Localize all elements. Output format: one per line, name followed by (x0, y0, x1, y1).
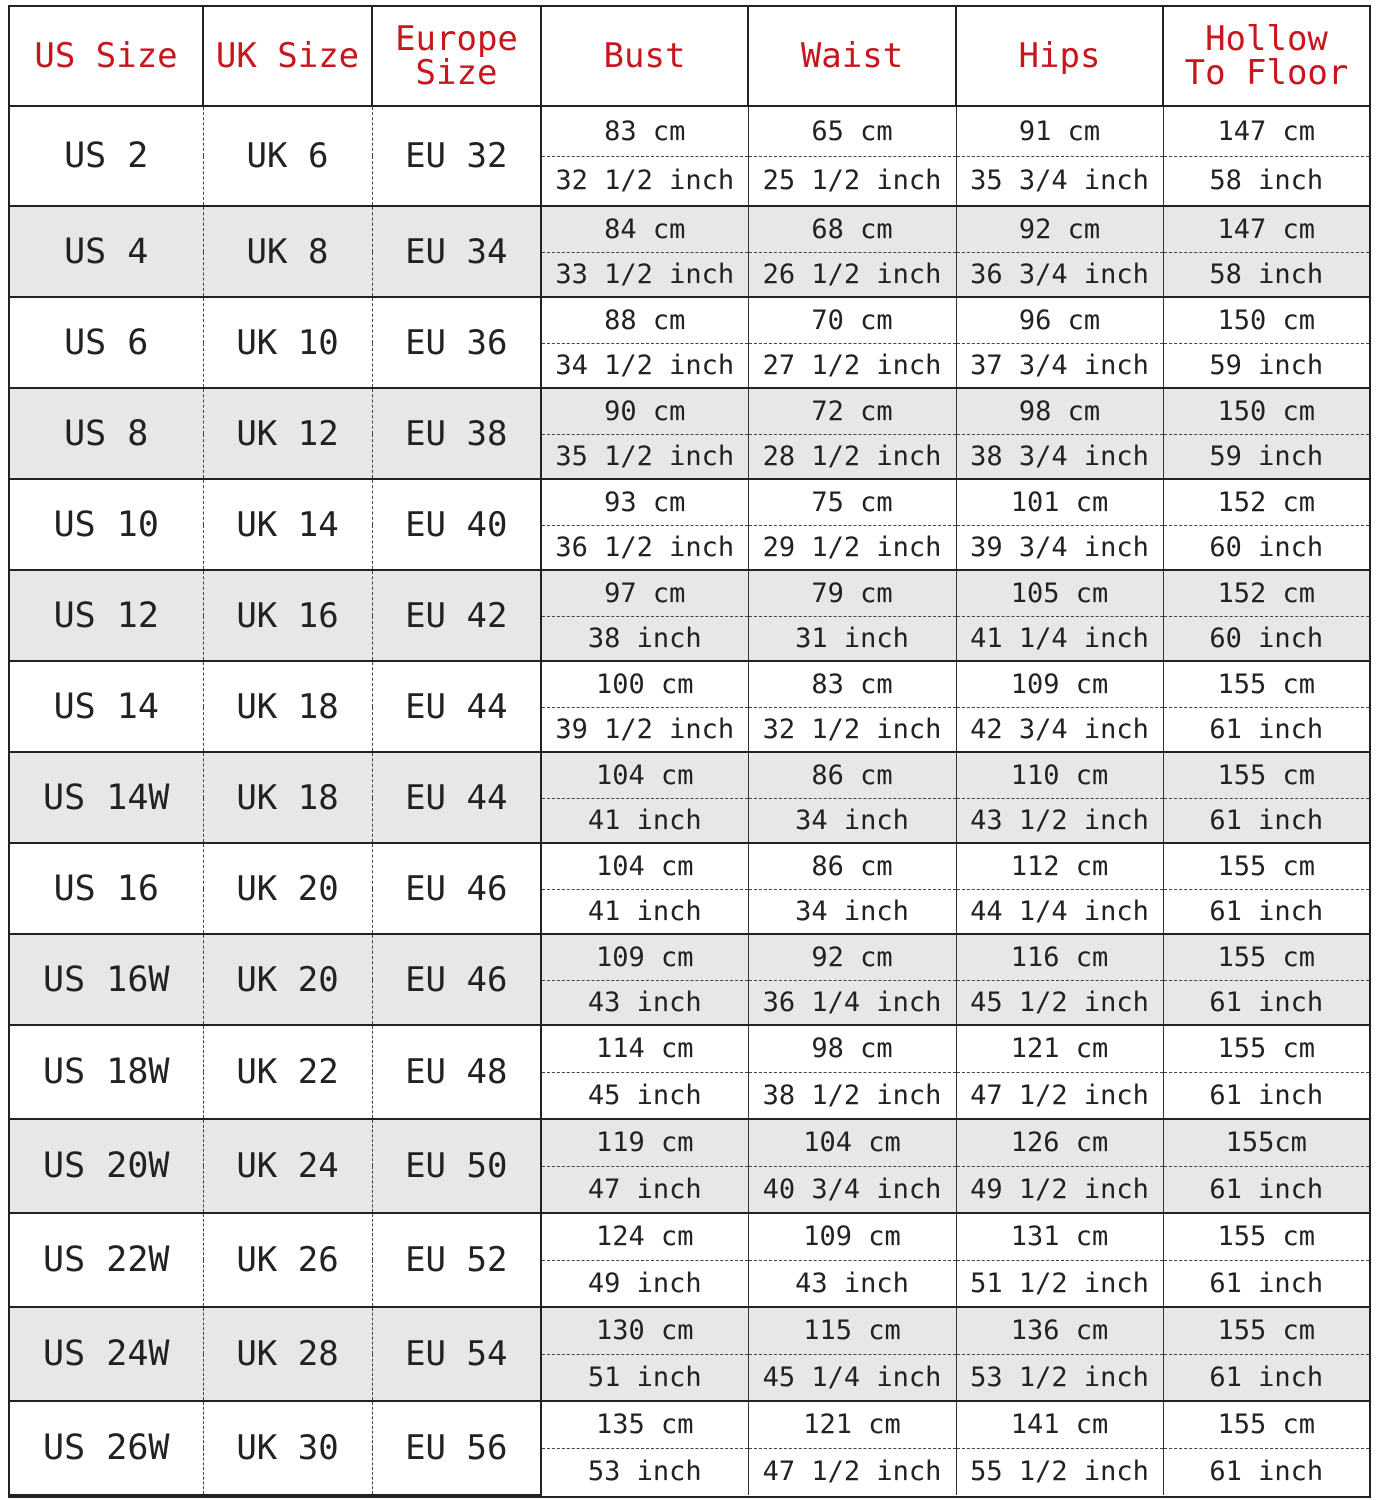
bust-inch-cell: 43 inch (541, 980, 748, 1025)
hollow-to-floor-cm-cell: 155 cm (1163, 1213, 1369, 1260)
hollow-to-floor-inch-cell: 61 inch (1163, 1354, 1369, 1401)
us-size-cell: US 2 (10, 106, 203, 206)
hollow-to-floor-cm-cell: 150 cm (1163, 297, 1369, 343)
hips-inch-cell: 53 1/2 inch (956, 1354, 1163, 1401)
bust-cm-cell: 93 cm (541, 479, 748, 525)
hips-inch-cell: 47 1/2 inch (956, 1072, 1163, 1119)
waist-inch-cell: 31 inch (748, 616, 956, 661)
table-row (10, 1307, 1369, 1354)
waist-cm-cell: 68 cm (748, 206, 956, 252)
bust-cm-cell: 84 cm (541, 206, 748, 252)
waist-inch-cell: 25 1/2 inch (748, 156, 956, 206)
waist-cm-cell: 72 cm (748, 388, 956, 434)
uk-size-cell: UK 26 (203, 1213, 372, 1307)
waist-inch-cell: 45 1/4 inch (748, 1354, 956, 1401)
waist-cm-cell: 75 cm (748, 479, 956, 525)
hips-cm-cell: 110 cm (956, 752, 1163, 798)
hollow-to-floor-cm-cell: 155 cm (1163, 843, 1369, 889)
hips-inch-cell: 39 3/4 inch (956, 525, 1163, 570)
hollow-to-floor-inch-cell: 58 inch (1163, 252, 1369, 297)
bust-inch-cell: 49 inch (541, 1260, 748, 1307)
eu-size-cell: EU 42 (372, 570, 541, 661)
hollow-to-floor-inch-cell: 61 inch (1163, 1166, 1369, 1213)
size-chart (8, 5, 1371, 1498)
table-row (10, 843, 1369, 889)
table-row (10, 1119, 1369, 1166)
bust-inch-cell: 38 inch (541, 616, 748, 661)
hips-inch-cell: 44 1/4 inch (956, 889, 1163, 934)
hollow-to-floor-cm-cell: 155 cm (1163, 1025, 1369, 1072)
us-size-cell: US 4 (10, 206, 203, 297)
eu-size-cell: EU 48 (372, 1025, 541, 1119)
hollow-to-floor-cm-cell: 152 cm (1163, 479, 1369, 525)
hips-cm-cell: 96 cm (956, 297, 1163, 343)
waist-cm-cell: 98 cm (748, 1025, 956, 1072)
waist-cm-cell: 121 cm (748, 1401, 956, 1448)
hollow-to-floor-inch-cell: 61 inch (1163, 980, 1369, 1025)
waist-inch-cell: 34 inch (748, 798, 956, 843)
header-us-size: US Size (10, 7, 203, 106)
table-row (10, 388, 1369, 434)
hips-inch-cell: 49 1/2 inch (956, 1166, 1163, 1213)
hips-cm-cell: 131 cm (956, 1213, 1163, 1260)
hips-cm-cell: 109 cm (956, 661, 1163, 707)
eu-size-cell: EU 34 (372, 206, 541, 297)
us-size-cell: US 22W (10, 1213, 203, 1307)
table-row (10, 479, 1369, 525)
header-row (10, 7, 1369, 106)
waist-cm-cell: 104 cm (748, 1119, 956, 1166)
hips-cm-cell: 116 cm (956, 934, 1163, 980)
hollow-to-floor-cm-cell: 155 cm (1163, 934, 1369, 980)
bust-cm-cell: 90 cm (541, 388, 748, 434)
uk-size-cell: UK 28 (203, 1307, 372, 1401)
us-size-cell: US 18W (10, 1025, 203, 1119)
hollow-to-floor-inch-cell: 61 inch (1163, 889, 1369, 934)
us-size-cell: US 12 (10, 570, 203, 661)
hips-inch-cell: 55 1/2 inch (956, 1448, 1163, 1495)
us-size-cell: US 26W (10, 1401, 203, 1495)
hips-cm-cell: 121 cm (956, 1025, 1163, 1072)
hollow-to-floor-inch-cell: 60 inch (1163, 616, 1369, 661)
hips-cm-cell: 105 cm (956, 570, 1163, 616)
bust-inch-cell: 36 1/2 inch (541, 525, 748, 570)
bust-inch-cell: 35 1/2 inch (541, 434, 748, 479)
us-size-cell: US 16W (10, 934, 203, 1025)
waist-cm-cell: 115 cm (748, 1307, 956, 1354)
bust-cm-cell: 130 cm (541, 1307, 748, 1354)
waist-inch-cell: 36 1/4 inch (748, 980, 956, 1025)
waist-cm-cell: 79 cm (748, 570, 956, 616)
hips-inch-cell: 41 1/4 inch (956, 616, 1163, 661)
waist-inch-cell: 27 1/2 inch (748, 343, 956, 388)
eu-size-cell: EU 36 (372, 297, 541, 388)
us-size-cell: US 24W (10, 1307, 203, 1401)
uk-size-cell: UK 22 (203, 1025, 372, 1119)
bust-cm-cell: 97 cm (541, 570, 748, 616)
hollow-to-floor-inch-cell: 61 inch (1163, 707, 1369, 752)
hips-cm-cell: 136 cm (956, 1307, 1163, 1354)
bust-cm-cell: 83 cm (541, 106, 748, 156)
waist-inch-cell: 47 1/2 inch (748, 1448, 956, 1495)
hips-cm-cell: 112 cm (956, 843, 1163, 889)
waist-cm-cell: 83 cm (748, 661, 956, 707)
waist-cm-cell: 65 cm (748, 106, 956, 156)
hollow-to-floor-cm-cell: 155 cm (1163, 1307, 1369, 1354)
hips-inch-cell: 42 3/4 inch (956, 707, 1163, 752)
eu-size-cell: EU 32 (372, 106, 541, 206)
eu-size-cell: EU 46 (372, 843, 541, 934)
eu-size-cell: EU 50 (372, 1119, 541, 1213)
eu-size-cell: EU 54 (372, 1307, 541, 1401)
eu-size-cell: EU 52 (372, 1213, 541, 1307)
hips-inch-cell: 36 3/4 inch (956, 252, 1163, 297)
hips-inch-cell: 38 3/4 inch (956, 434, 1163, 479)
waist-inch-cell: 34 inch (748, 889, 956, 934)
hollow-to-floor-inch-cell: 59 inch (1163, 434, 1369, 479)
hollow-to-floor-inch-cell: 61 inch (1163, 798, 1369, 843)
us-size-cell: US 8 (10, 388, 203, 479)
eu-size-cell: EU 38 (372, 388, 541, 479)
bust-cm-cell: 100 cm (541, 661, 748, 707)
hips-inch-cell: 35 3/4 inch (956, 156, 1163, 206)
table-row (10, 752, 1369, 798)
hips-cm-cell: 98 cm (956, 388, 1163, 434)
waist-cm-cell: 70 cm (748, 297, 956, 343)
hollow-to-floor-cm-cell: 155 cm (1163, 752, 1369, 798)
waist-cm-cell: 109 cm (748, 1213, 956, 1260)
hollow-to-floor-inch-cell: 60 inch (1163, 525, 1369, 570)
uk-size-cell: UK 20 (203, 934, 372, 1025)
hips-cm-cell: 141 cm (956, 1401, 1163, 1448)
uk-size-cell: UK 16 (203, 570, 372, 661)
uk-size-cell: UK 18 (203, 752, 372, 843)
hollow-to-floor-cm-cell: 152 cm (1163, 570, 1369, 616)
header-europe-size: Europe Size (372, 7, 541, 106)
hollow-to-floor-inch-cell: 59 inch (1163, 343, 1369, 388)
header-uk-size: UK Size (203, 7, 372, 106)
us-size-cell: US 14W (10, 752, 203, 843)
uk-size-cell: UK 14 (203, 479, 372, 570)
table-row (10, 1213, 1369, 1260)
hips-inch-cell: 45 1/2 inch (956, 980, 1163, 1025)
bust-cm-cell: 114 cm (541, 1025, 748, 1072)
eu-size-cell: EU 44 (372, 752, 541, 843)
hips-cm-cell: 101 cm (956, 479, 1163, 525)
uk-size-cell: UK 10 (203, 297, 372, 388)
waist-inch-cell: 32 1/2 inch (748, 707, 956, 752)
bust-inch-cell: 53 inch (541, 1448, 748, 1495)
waist-cm-cell: 86 cm (748, 752, 956, 798)
waist-cm-cell: 92 cm (748, 934, 956, 980)
table-row (10, 661, 1369, 707)
bust-inch-cell: 51 inch (541, 1354, 748, 1401)
uk-size-cell: UK 18 (203, 661, 372, 752)
bust-cm-cell: 109 cm (541, 934, 748, 980)
bust-cm-cell: 88 cm (541, 297, 748, 343)
eu-size-cell: EU 44 (372, 661, 541, 752)
hips-cm-cell: 126 cm (956, 1119, 1163, 1166)
bust-cm-cell: 104 cm (541, 752, 748, 798)
table-row (10, 206, 1369, 252)
hollow-to-floor-inch-cell: 61 inch (1163, 1260, 1369, 1307)
us-size-cell: US 6 (10, 297, 203, 388)
hollow-to-floor-cm-cell: 155 cm (1163, 1401, 1369, 1448)
uk-size-cell: UK 30 (203, 1401, 372, 1495)
table-row (10, 1025, 1369, 1072)
hips-cm-cell: 92 cm (956, 206, 1163, 252)
waist-inch-cell: 29 1/2 inch (748, 525, 956, 570)
us-size-cell: US 14 (10, 661, 203, 752)
hollow-to-floor-inch-cell: 58 inch (1163, 156, 1369, 206)
bust-inch-cell: 45 inch (541, 1072, 748, 1119)
size-rows (10, 106, 1369, 1495)
uk-size-cell: UK 6 (203, 106, 372, 206)
header-hollow-to-floor: Hollow To Floor (1163, 7, 1369, 106)
bust-cm-cell: 119 cm (541, 1119, 748, 1166)
table-row (10, 934, 1369, 980)
hips-cm-cell: 91 cm (956, 106, 1163, 156)
bust-cm-cell: 135 cm (541, 1401, 748, 1448)
header-hips: Hips (956, 7, 1163, 106)
table-row (10, 1401, 1369, 1448)
hollow-to-floor-cm-cell: 150 cm (1163, 388, 1369, 434)
bust-inch-cell: 34 1/2 inch (541, 343, 748, 388)
uk-size-cell: UK 24 (203, 1119, 372, 1213)
table-row (10, 570, 1369, 616)
uk-size-cell: UK 12 (203, 388, 372, 479)
eu-size-cell: EU 56 (372, 1401, 541, 1495)
bust-inch-cell: 33 1/2 inch (541, 252, 748, 297)
size-table (10, 7, 1369, 1496)
header-bust: Bust (541, 7, 748, 106)
waist-inch-cell: 28 1/2 inch (748, 434, 956, 479)
hollow-to-floor-cm-cell: 155cm (1163, 1119, 1369, 1166)
hips-inch-cell: 37 3/4 inch (956, 343, 1163, 388)
uk-size-cell: UK 8 (203, 206, 372, 297)
table-row (10, 106, 1369, 156)
hips-inch-cell: 51 1/2 inch (956, 1260, 1163, 1307)
waist-cm-cell: 86 cm (748, 843, 956, 889)
bust-inch-cell: 47 inch (541, 1166, 748, 1213)
header-waist: Waist (748, 7, 956, 106)
waist-inch-cell: 43 inch (748, 1260, 956, 1307)
waist-inch-cell: 26 1/2 inch (748, 252, 956, 297)
waist-inch-cell: 38 1/2 inch (748, 1072, 956, 1119)
bust-inch-cell: 41 inch (541, 798, 748, 843)
bust-inch-cell: 39 1/2 inch (541, 707, 748, 752)
table-row (10, 297, 1369, 343)
hips-inch-cell: 43 1/2 inch (956, 798, 1163, 843)
bust-inch-cell: 32 1/2 inch (541, 156, 748, 206)
uk-size-cell: UK 20 (203, 843, 372, 934)
eu-size-cell: EU 46 (372, 934, 541, 1025)
us-size-cell: US 10 (10, 479, 203, 570)
waist-inch-cell: 40 3/4 inch (748, 1166, 956, 1213)
hollow-to-floor-inch-cell: 61 inch (1163, 1072, 1369, 1119)
hollow-to-floor-inch-cell: 61 inch (1209, 1456, 1324, 1488)
bust-cm-cell: 104 cm (541, 843, 748, 889)
bust-cm-cell: 124 cm (541, 1213, 748, 1260)
hollow-to-floor-cm-cell: 147 cm (1163, 206, 1369, 252)
bust-inch-cell: 41 inch (541, 889, 748, 934)
hollow-to-floor-cm-cell: 155 cm (1163, 661, 1369, 707)
hollow-to-floor-cm-cell: 147 cm (1163, 106, 1369, 156)
us-size-cell: US 20W (10, 1119, 203, 1213)
us-size-cell: US 16 (10, 843, 203, 934)
eu-size-cell: EU 40 (372, 479, 541, 570)
